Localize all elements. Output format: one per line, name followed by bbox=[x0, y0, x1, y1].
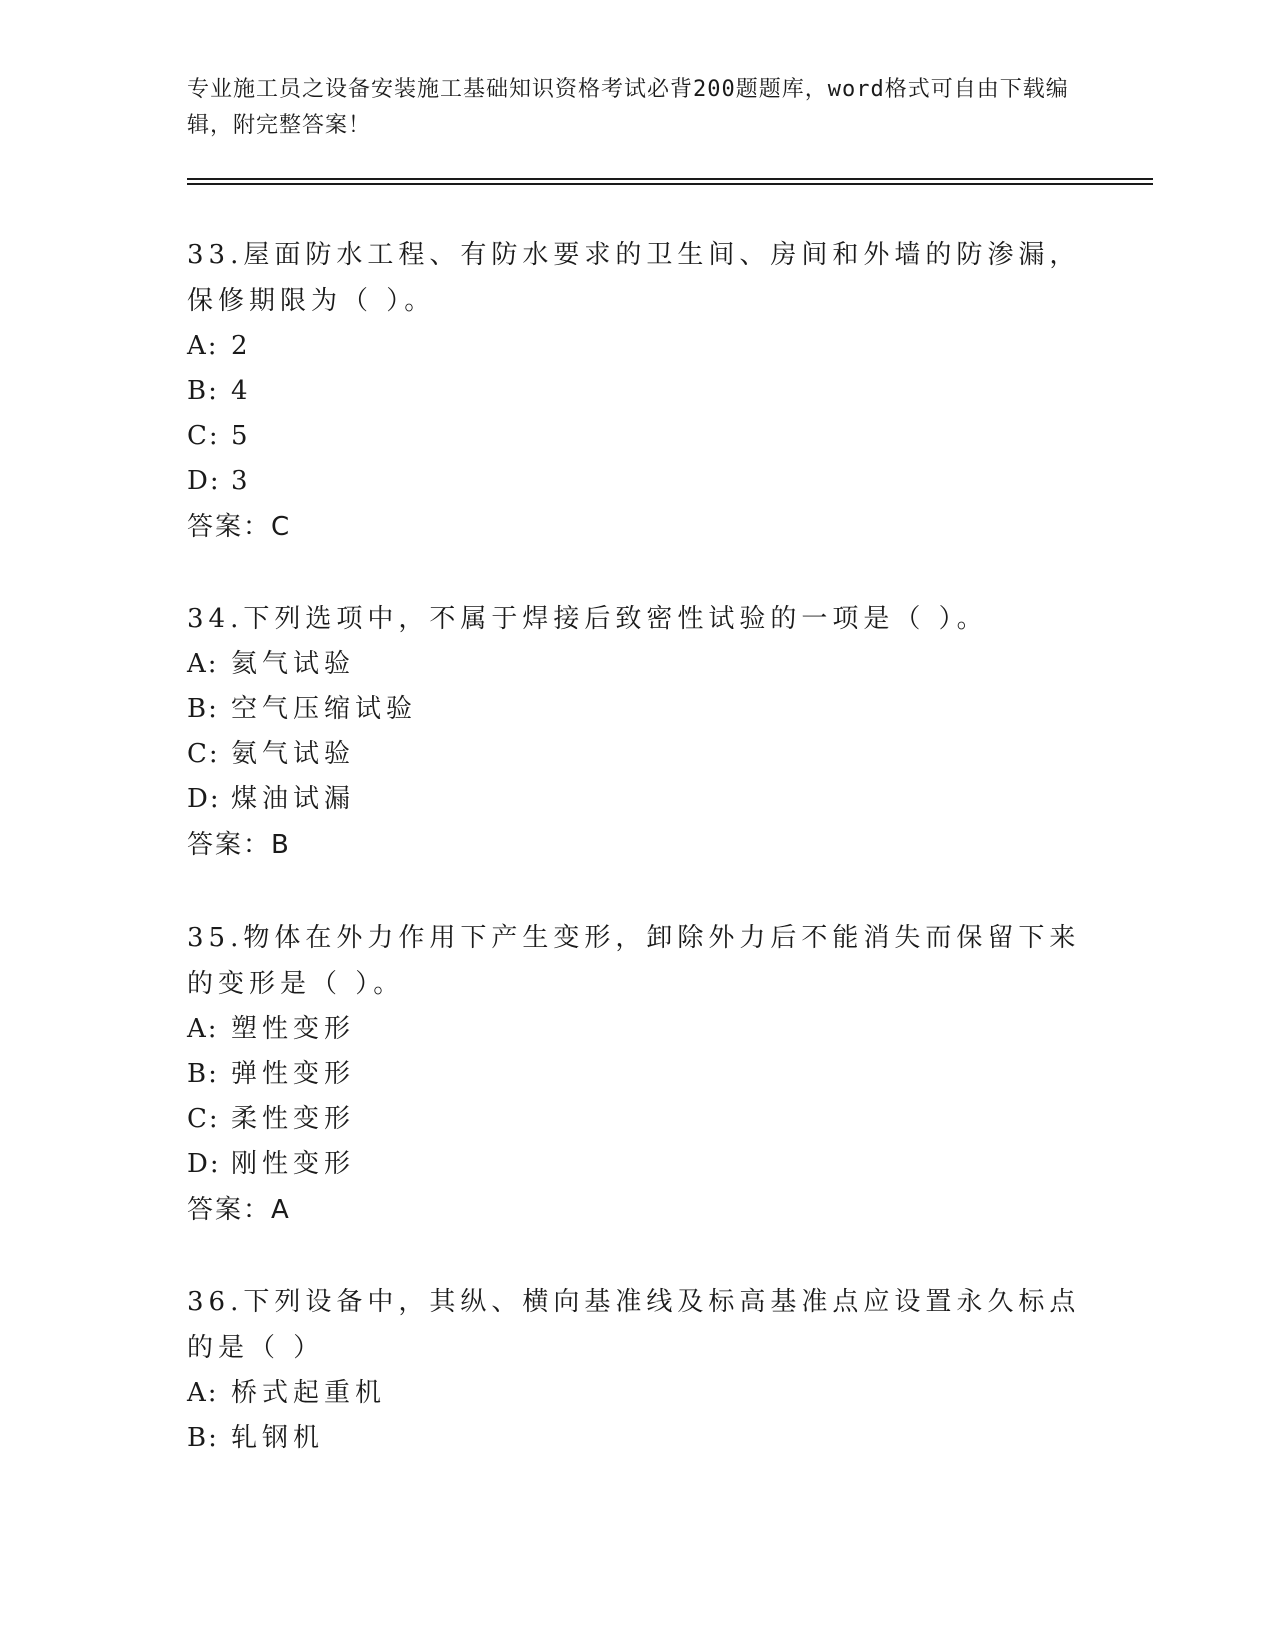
option-key: A: bbox=[187, 331, 219, 361]
option-key: B: bbox=[187, 694, 219, 724]
option-key: C: bbox=[187, 739, 220, 769]
answer-line: 答案：B bbox=[187, 830, 291, 860]
question-text: 36.下列设备中，其纵、横向基准线及标高基准点应设置永久标点的是（ ） bbox=[187, 1287, 1081, 1363]
option-key: D: bbox=[187, 784, 221, 814]
option-text: 煤油试漏 bbox=[231, 784, 356, 814]
answer-line: 答案：A bbox=[187, 1195, 291, 1225]
option-d bbox=[187, 459, 1087, 504]
option-text: 3 bbox=[231, 466, 253, 496]
option-text: 氦气试验 bbox=[231, 649, 356, 679]
option-text: 5 bbox=[231, 421, 253, 451]
option-key: B: bbox=[187, 1059, 219, 1089]
option-c bbox=[187, 414, 1087, 459]
question-35 bbox=[187, 915, 1087, 1233]
option-a bbox=[187, 642, 1087, 687]
option-a bbox=[187, 1371, 1087, 1416]
option-c bbox=[187, 1097, 1087, 1142]
question-33 bbox=[187, 232, 1087, 550]
question-text: 33.屋面防水工程、有防水要求的卫生间、房间和外墙的防渗漏，保修期限为（ ）。 bbox=[187, 240, 1081, 316]
option-key: B: bbox=[187, 376, 219, 406]
option-c bbox=[187, 732, 1087, 777]
option-text: 弹性变形 bbox=[231, 1059, 356, 1089]
header-divider-line bbox=[187, 178, 1153, 180]
answer-line: 答案：C bbox=[187, 512, 292, 542]
question-text: 34.下列选项中，不属于焊接后致密性试验的一项是（ ）。 bbox=[187, 604, 988, 634]
option-a bbox=[187, 324, 1087, 369]
option-text: 刚性变形 bbox=[231, 1149, 356, 1179]
option-key: A: bbox=[187, 649, 219, 679]
option-a bbox=[187, 1007, 1087, 1052]
question-text: 35.物体在外力作用下产生变形，卸除外力后不能消失而保留下来的变形是（ ）。 bbox=[187, 923, 1081, 999]
option-text: 2 bbox=[231, 331, 253, 361]
option-key: C: bbox=[187, 421, 220, 451]
option-key: B: bbox=[187, 1423, 219, 1453]
option-b bbox=[187, 1416, 1087, 1461]
option-d bbox=[187, 1142, 1087, 1187]
question-36 bbox=[187, 1279, 1087, 1461]
option-b bbox=[187, 687, 1087, 732]
option-text: 柔性变形 bbox=[231, 1104, 356, 1134]
document-header: 专业施工员之设备安装施工基础知识资格考试必背200题题库，word格式可自由下载编辑，附完整答案！ bbox=[187, 77, 1069, 138]
option-key: D: bbox=[187, 1149, 221, 1179]
option-text: 空气压缩试验 bbox=[231, 694, 418, 724]
option-text: 轧钢机 bbox=[231, 1423, 325, 1453]
option-key: C: bbox=[187, 1104, 220, 1134]
option-key: D: bbox=[187, 466, 221, 496]
question-34 bbox=[187, 596, 1087, 868]
option-text: 塑性变形 bbox=[231, 1014, 356, 1044]
option-text: 桥式起重机 bbox=[231, 1378, 387, 1408]
option-key: A: bbox=[187, 1378, 219, 1408]
option-d bbox=[187, 777, 1087, 822]
option-b bbox=[187, 369, 1087, 414]
option-b bbox=[187, 1052, 1087, 1097]
option-text: 氨气试验 bbox=[231, 739, 356, 769]
header-divider-line-second bbox=[187, 183, 1153, 185]
option-key: A: bbox=[187, 1014, 219, 1044]
option-text: 4 bbox=[231, 376, 253, 406]
